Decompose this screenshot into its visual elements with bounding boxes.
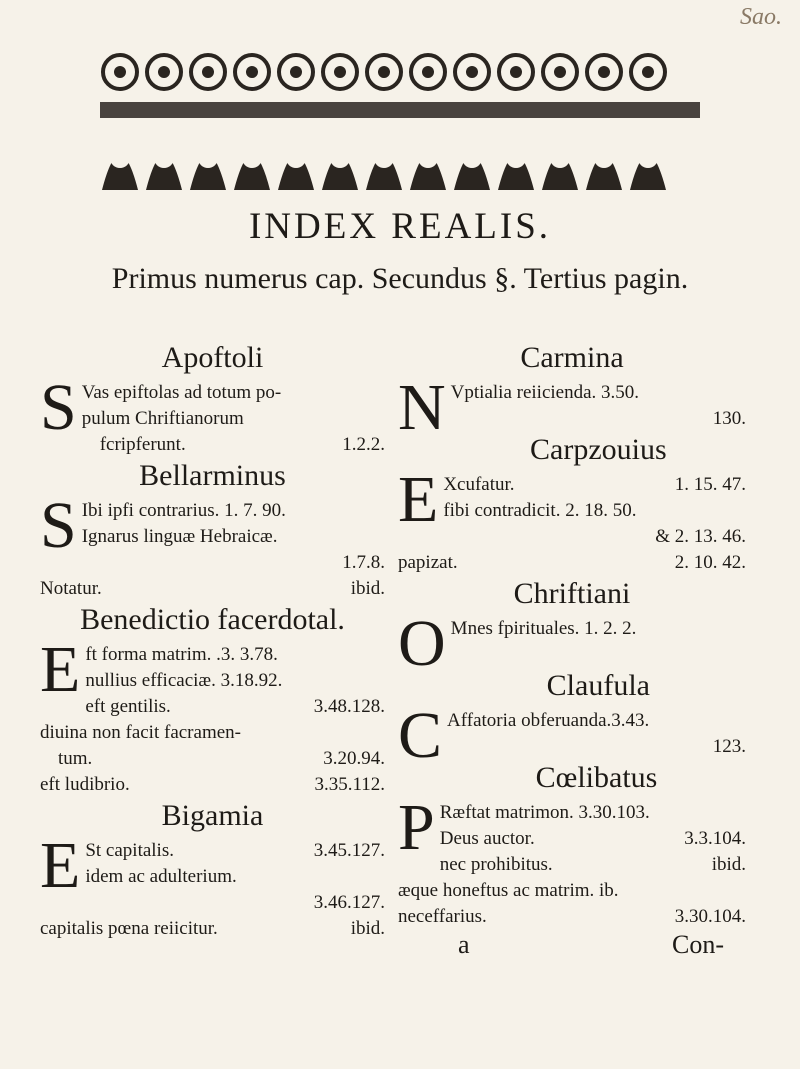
entry-text: papizat. xyxy=(398,552,458,573)
left-column xyxy=(40,340,385,942)
heading-coelibatus: Cœlibatus xyxy=(535,761,658,794)
page-reference: 3.35.112. xyxy=(314,774,385,795)
heading-christiani: Chriftiani xyxy=(513,577,631,610)
signature-mark: a xyxy=(458,930,470,959)
dropcap: C xyxy=(398,699,443,772)
page-reference: 3.30.104. xyxy=(674,906,746,927)
page-reference: 3.48.128. xyxy=(313,696,385,717)
entry-text: Notatur. xyxy=(40,578,102,599)
entry-benedictio xyxy=(40,602,385,798)
entry-text: Mnes fpirituales. 1. 2. 2. xyxy=(450,618,637,639)
dropcap: S xyxy=(40,371,77,444)
entry-coelibatus xyxy=(398,760,746,960)
dropcap: S xyxy=(40,489,77,562)
entry-text: Affatoria obferuanda.3.43. xyxy=(447,710,650,731)
entry-bigamia xyxy=(40,798,385,942)
right-column xyxy=(398,340,746,960)
corner-annotation: Sao. xyxy=(740,4,782,30)
page-reference: & 2. 13. 46. xyxy=(655,526,746,547)
heading-clausula: Claufula xyxy=(546,669,650,702)
dropcap: E xyxy=(40,829,81,902)
heading-apostoli: Apoftoli xyxy=(161,341,264,374)
entry-text: Ibi ipfi contrarius. 1. 7. 90. xyxy=(81,500,286,521)
entry-text: Ignarus linguæ Hebraicæ. xyxy=(81,526,278,547)
entry-text: fibi contradicit. 2. 18. 50. xyxy=(443,500,637,521)
page-subtitle: Primus numerus cap. Secundus §. Tertius pagin. xyxy=(111,262,689,295)
entry-text: nec prohibitus. xyxy=(439,854,553,875)
entry-text: Ræftat matrimon. 3.30.103. xyxy=(439,802,650,823)
entry-text: St capitalis. xyxy=(85,840,174,861)
entry-text: Vptialia reiicienda. 3.50. xyxy=(450,382,640,403)
entry-text: æque honeftus ac matrim. ib. xyxy=(398,880,619,901)
entry-text: diuina non facit facramen- xyxy=(40,722,241,743)
entry-text: neceffarius. xyxy=(398,906,487,927)
entry-apostoli xyxy=(40,340,385,458)
page-reference: 3.46.127. xyxy=(313,892,385,913)
heading-bigamia: Bigamia xyxy=(161,799,264,832)
dropcap: N xyxy=(398,371,446,444)
page-reference: 1.2.2. xyxy=(342,434,385,455)
page-reference: 123. xyxy=(712,736,746,757)
dropcap: E xyxy=(398,463,439,536)
entry-text: eft ludibrio. xyxy=(40,774,130,795)
page-title: INDEX REALIS. xyxy=(248,206,552,247)
entry-clausula xyxy=(398,668,746,772)
page-reference: 1. 15. 47. xyxy=(674,474,746,495)
entry-text: Vas epiftolas ad totum po- xyxy=(81,382,282,403)
entry-text: Deus auctor. xyxy=(439,828,535,849)
entry-text: pulum Chriftianorum xyxy=(81,408,244,429)
dropcap: O xyxy=(398,607,446,680)
page-reference: 130. xyxy=(712,408,746,429)
decorative-headpiece xyxy=(100,50,700,200)
entry-text: idem ac adulterium. xyxy=(85,866,237,887)
entry-bellarminus xyxy=(40,458,385,602)
entry-text: nullius efficaciæ. 3.18.92. xyxy=(85,670,283,691)
page-reference: 2. 10. 42. xyxy=(674,552,746,573)
heading-carpzouius: Carpzouius xyxy=(530,433,667,466)
page-reference: 3.20.94. xyxy=(323,748,385,769)
page-reference: ibid. xyxy=(350,918,385,939)
page-reference: 3.3.104. xyxy=(684,828,746,849)
catchword: Con- xyxy=(672,930,724,959)
page-reference: 1.7.8. xyxy=(342,552,385,573)
heading-carmina: Carmina xyxy=(520,341,624,374)
entry-text: tum. xyxy=(58,748,93,769)
dropcap: P xyxy=(398,791,435,864)
entry-text: ft forma matrim. .3. 3.78. xyxy=(85,644,278,665)
page-reference: ibid. xyxy=(350,578,385,599)
entry-text: capitalis pœna reiicitur. xyxy=(40,918,218,939)
entry-carpzouius xyxy=(398,432,746,576)
heading-benedictio: Benedictio facerdotal. xyxy=(80,603,345,636)
entry-christiani xyxy=(398,576,746,680)
page-reference: 3.45.127. xyxy=(313,840,385,861)
page-reference: ibid. xyxy=(711,854,746,875)
entry-text: Xcufatur. xyxy=(443,474,515,495)
entry-carmina xyxy=(398,340,746,444)
heading-bellarminus: Bellarminus xyxy=(139,459,286,492)
dropcap: E xyxy=(40,633,81,706)
entry-text: eft gentilis. xyxy=(85,696,171,717)
entry-text: fcripferunt. xyxy=(99,434,186,455)
